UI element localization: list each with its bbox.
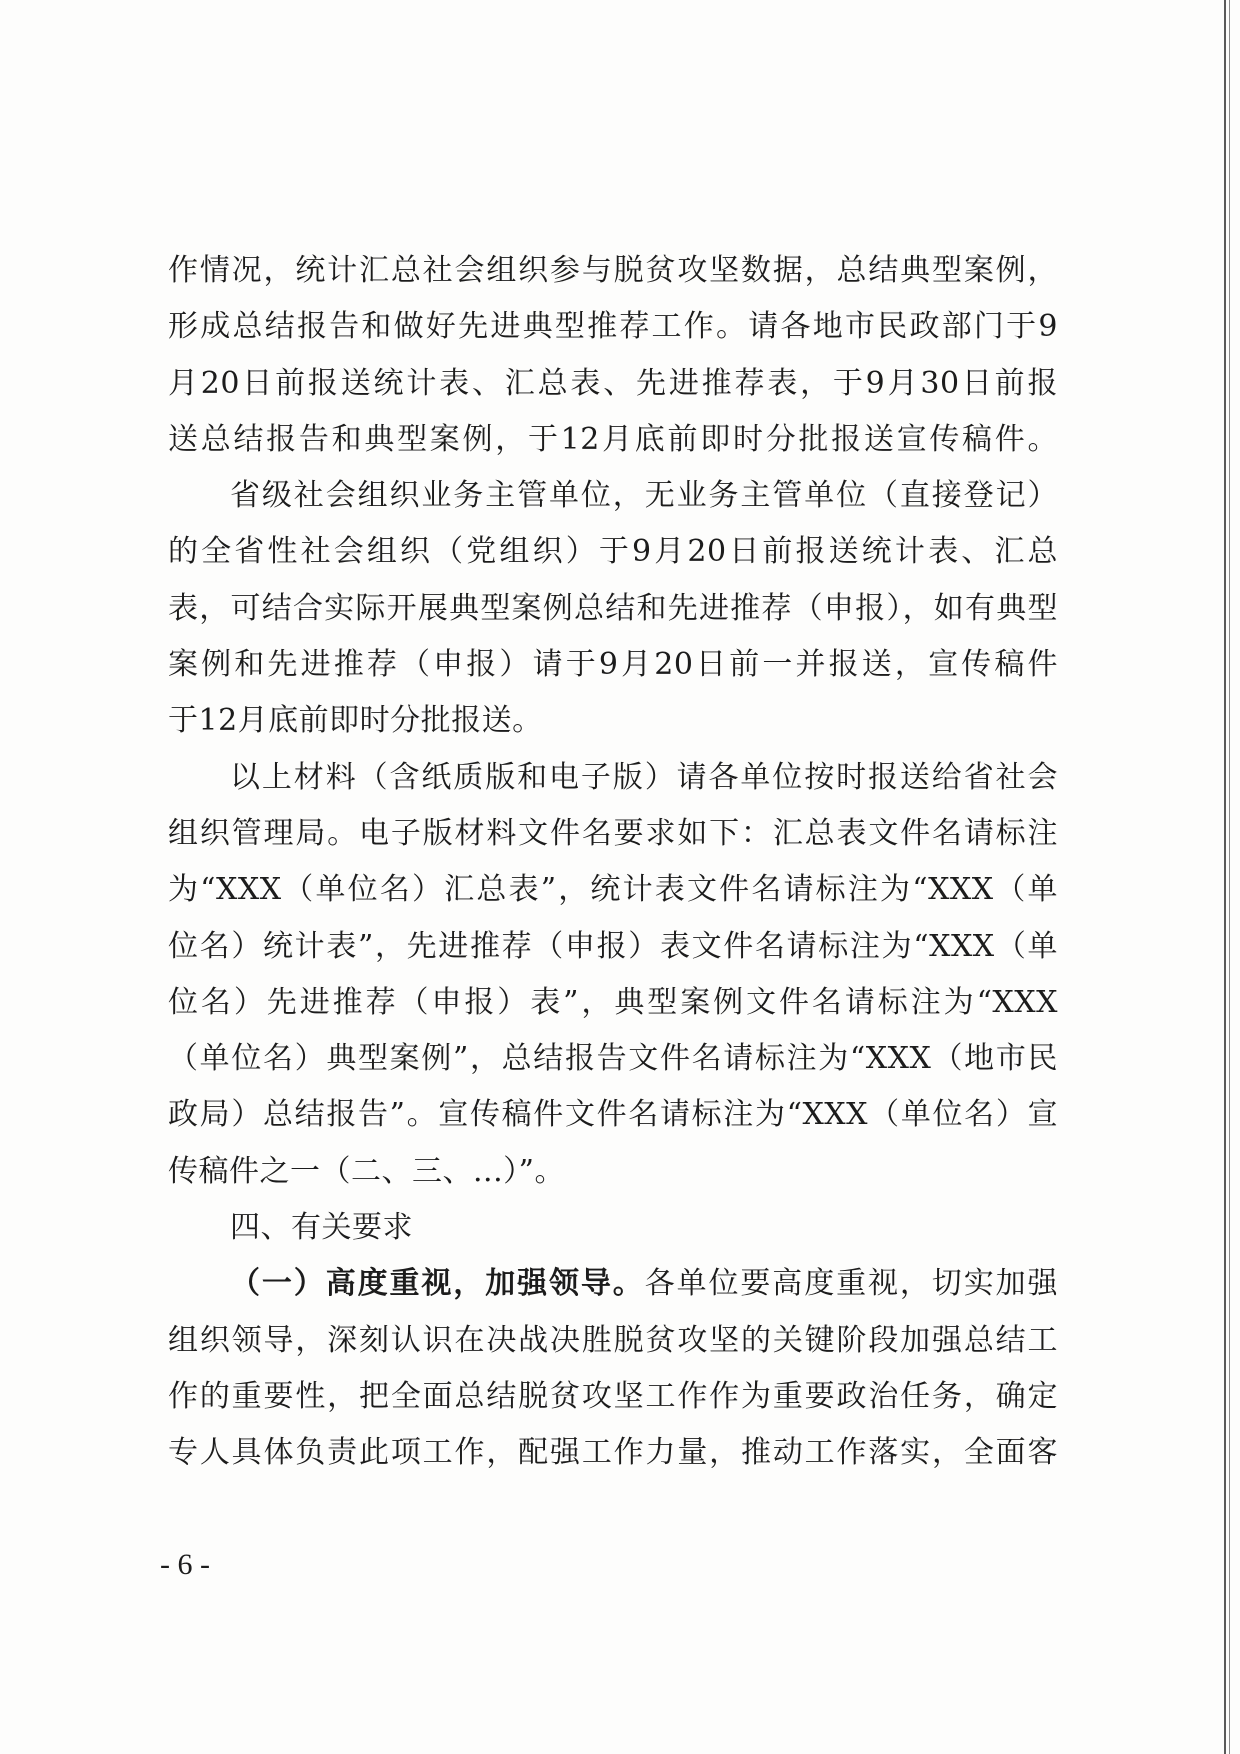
body-line: 省级社会组织业务主管单位，无业务主管单位（直接登记） [230,478,1058,514]
body-line: 月20日前报送统计表、汇总表、先进推荐表，于9月30日前报 [168,365,1058,401]
body-line: 作情况，统计汇总社会组织参与脱贫攻坚数据，总结典型案例， [168,253,1058,288]
scan-edge-line-inner [1229,0,1230,1754]
section-heading: 四、有关要求 [230,1210,413,1246]
scan-edge-line [1224,0,1226,1754]
body-line: 位名）统计表”，先进推荐（申报）表文件名请标注为“XXX（单 [168,928,1058,964]
document-body [168,243,1058,1482]
body-line: 的全省性社会组织（党组织）于9月20日前报送统计表、汇总 [168,534,1058,570]
subsection-line [168,1256,1058,1312]
subsection-text: 各单位要高度重视，切实加强 [644,1266,1059,1302]
body-line: 送总结报告和典型案例，于12月底前即时分批报送宣传稿件。 [168,421,1058,457]
body-line: 以上材料（含纸质版和电子版）请各单位按时报送给省社会 [230,759,1058,795]
body-line: 位名）先进推荐（申报）表”，典型案例文件名请标注为“XXX [168,984,1058,1020]
body-line: 作的重要性，把全面总结脱贫攻坚工作作为重要政治任务，确定 [168,1378,1058,1414]
body-line: 于12月底前即时分批报送。 [168,703,543,739]
body-line: 传稿件之一（二、三、...）”。 [168,1153,565,1189]
body-line: 专人具体负责此项工作，配强工作力量，推动工作落实，全面客 [168,1435,1058,1471]
body-line: 组织管理局。电子版材料文件名要求如下：汇总表文件名请标注 [168,815,1058,851]
body-line: 表，可结合实际开展典型案例总结和先进推荐（申报），如有典型 [168,590,1058,626]
body-line: 组织领导，深刻认识在决战决胜脱贫攻坚的关键阶段加强总结工 [168,1322,1058,1358]
body-line: 形成总结报告和做好先进典型推荐工作。请各地市民政部门于9 [168,309,1058,345]
body-line: （单位名）典型案例”，总结报告文件名请标注为“XXX（地市民 [168,1041,1058,1077]
page-number: - 6 - [160,1548,210,1581]
subsection-title: （一）高度重视，加强领导。 [230,1266,645,1302]
body-line: 案例和先进推荐（申报）请于9月20日前一并报送，宣传稿件 [168,647,1058,683]
body-line: 为“XXX（单位名）汇总表”，统计表文件名请标注为“XXX（单 [168,872,1058,908]
body-line: 政局）总结报告”。宣传稿件文件名请标注为“XXX（单位名）宣 [168,1097,1058,1133]
